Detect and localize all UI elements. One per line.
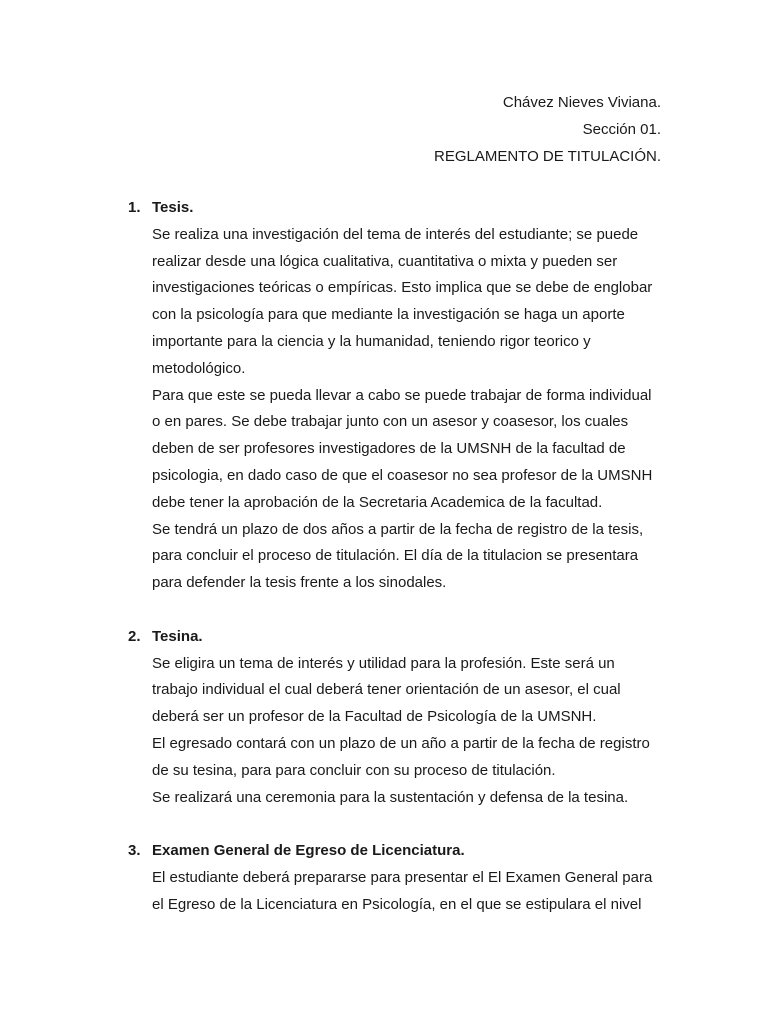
numbered-list xyxy=(128,195,672,919)
list-item xyxy=(128,195,672,597)
body-text-line: para concluir el proceso de titulación. El día de la titulacion se presentara xyxy=(152,547,639,565)
body-text-line: Se realiza una investigación del tema de interés del estudiante; se puede xyxy=(152,225,639,243)
item-number: 3. xyxy=(128,842,141,860)
body-text-line: deben de ser profesores investigadores de la UMSNH de la facultad de xyxy=(152,440,626,458)
body-text-line: de su tesina, para para concluir con su proceso de titulación. xyxy=(152,761,556,779)
body-text-line: Se tendrá un plazo de dos años a partir de la fecha de registro de la tesis, xyxy=(152,520,644,538)
item-number: 2. xyxy=(128,627,141,645)
document-title: REGLAMENTO DE TITULACIÓN. xyxy=(434,147,661,165)
author-name: Chávez Nieves Viviana. xyxy=(502,94,661,111)
body-text-line: realizar desde una lógica cualitativa, cuantitativa o mixta y pueden ser xyxy=(152,252,618,270)
paragraph-gap xyxy=(152,811,672,838)
list-item xyxy=(128,838,672,918)
body-text-line: Se realizará una ceremonia para la sustentación y defensa de la tesina. xyxy=(152,788,629,806)
item-heading xyxy=(128,838,672,865)
body-text-line: deberá ser un profesor de la Facultad de Psicología de la UMSNH. xyxy=(152,708,597,726)
body-text-line: Para que este se pueda llevar a cabo se puede trabajar de forma individual xyxy=(152,386,652,404)
item-title: Tesina. xyxy=(152,627,203,645)
body-text-line: psicologia, en dado caso de que el coasesor no sea profesor de la UMSNH xyxy=(152,466,653,484)
body-text-line: El egresado contará con un plazo de un año a partir de la fecha de registro xyxy=(152,734,650,752)
item-title: Tesis. xyxy=(152,199,194,216)
item-heading xyxy=(128,624,672,651)
item-title: Examen General de Egreso de Licenciatura. xyxy=(152,842,465,860)
paragraph-gap xyxy=(152,597,672,624)
body-text-line: Se eligira un tema de interés y utilidad para la profesión. Este será un xyxy=(152,654,615,672)
body-text-line: con la psicología para que mediante la investigación se haga un aporte xyxy=(152,306,625,324)
body-text-line: debe tener la aprobación de la Secretaria Academica de la facultad. xyxy=(152,493,603,511)
item-heading xyxy=(128,195,672,222)
section-label: Sección 01. xyxy=(582,120,661,138)
body-text-line: metodológico. xyxy=(152,359,246,377)
body-text-line: importante para la ciencia y la humanidad, teniendo rigor teorico y xyxy=(152,332,591,350)
body-text-line: El estudiante deberá prepararse para presentar el El Examen General para xyxy=(152,868,653,886)
document-header xyxy=(434,90,661,170)
list-item xyxy=(128,624,672,812)
body-text-line: el Egreso de la Licenciatura en Psicología, en el que se estipulara el nivel xyxy=(152,895,642,913)
body-text-line: para defender la tesis frente a los sinodales. xyxy=(152,574,447,592)
body-text-line: trabajo individual el cual deberá tener orientación de un asesor, el cual xyxy=(152,681,621,699)
item-number: 1. xyxy=(128,199,141,216)
body-text-line: o en pares. Se debe trabajar junto con un asesor y coasesor, los cuales xyxy=(152,413,629,431)
body-text-line: investigaciones teóricas o empíricas. Esto implica que se debe de englobar xyxy=(152,279,653,297)
